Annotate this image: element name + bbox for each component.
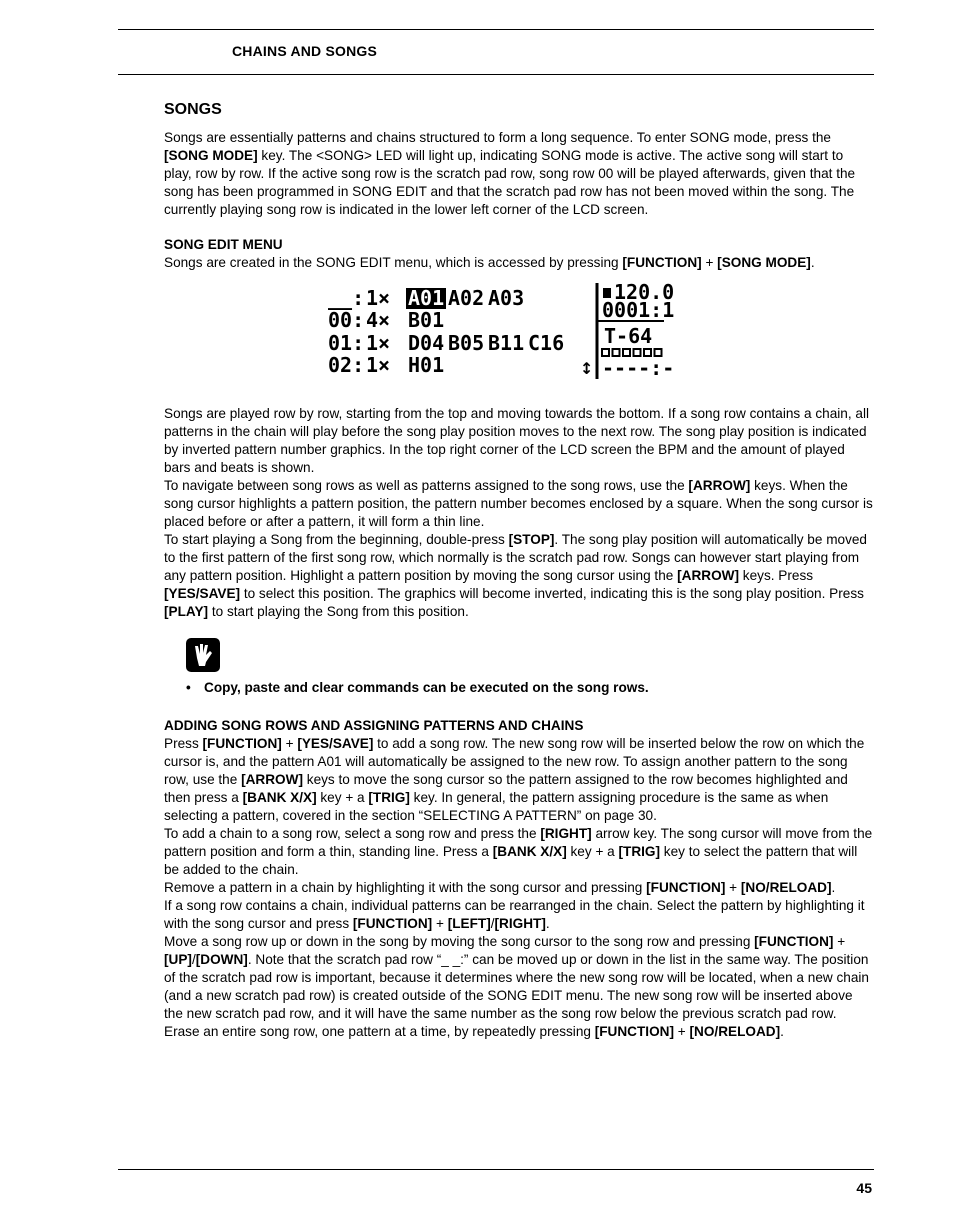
header-rule-bottom (118, 74, 874, 75)
lcd-row-repeat: 1× (366, 331, 391, 355)
lcd-bpm: 120.0 (614, 283, 674, 304)
lcd-step-box (613, 349, 620, 356)
lcd-step-box (623, 349, 630, 356)
lcd-row-repeat: 1× (366, 286, 391, 310)
lcd-row-number: 00: (328, 308, 365, 332)
adding-paragraph-1: Press [FUNCTION] + [YES/SAVE] to add a song row. The new song row will be inserted below the row on which the cursor is, and the pattern A01 will automatically be assigned to the new row. To assign another pattern to the song row, use the [ARROW] keys to move the song cursor so the pattern assigned to the row becomes highlighted and then press a [BANK X/X] key + a [TRIG] key. In general, the pattern assigning procedure is the same as when selecting a pattern, covered in the section “SELECTING A PATTERN” on page 30. (164, 736, 865, 823)
lcd-time: T-64 (604, 324, 653, 348)
adding-paragraph-2: To add a chain to a song row, select a song row and press the [RIGHT] arrow key. The song cursor will move from the pattern position and form a thin, standing line. Press a [BANK X/X] key + a [TRIG] key to select the pattern that will be added to the chain. (164, 826, 873, 877)
lcd-time-total: ----:- (602, 356, 674, 380)
scroll-arrow-icon: ↕ (580, 359, 594, 378)
adding-title: ADDING SONG ROWS AND ASSIGNING PATTERNS AND CHAINS (164, 718, 584, 733)
header-rule-top (118, 29, 874, 30)
page-number: 45 (856, 1180, 872, 1196)
lcd-pattern: A03 (488, 286, 525, 310)
adding-paragraph-4: If a song row contains a chain, individual patterns can be rearranged in the chain. Select the pattern by highlighting it with the song cursor and press [FUNCTION] + [LEFT]/[RIGHT]. (164, 898, 865, 931)
lcd-display (314, 283, 674, 383)
songs-intro: Songs are essentially patterns and chains structured to form a long sequence. To enter SONG mode, press the [SONG MODE] key. The <SONG> LED will light up, indicating SONG mode is active. The active song will start to play, row by row. If the active song row is the scratch pad row, song row 00 will be played afterwards, given that the song has been programmed in SONG EDIT and that the scratch pad row has not been moved within the song. The currently playing song row is indicated in the lower left corner of the LCD screen. (164, 130, 856, 217)
lcd-row-number: 01: (328, 331, 365, 355)
running-header: CHAINS AND SONGS (232, 43, 378, 59)
lcd-pattern: D04 (408, 331, 445, 355)
page-content (164, 101, 874, 1041)
lcd-pattern: B11 (488, 331, 525, 355)
body-paragraph-1: Songs are played row by row, starting from the top and moving towards the bottom. If a song row contains a chain, all patterns in the chain will play before the song play position moves to the next row. The song play position is indicated by inverted pattern number graphics. In the top right corner of the LCD screen the BPM and the amount of played bars and beats is shown. (164, 406, 869, 475)
lcd-step-box (634, 349, 641, 356)
adding-paragraph-6: Erase an entire song row, one pattern at a time, by repeatedly pressing [FUNCTION] + [NO/RELOAD]. (164, 1024, 784, 1039)
song-edit-menu-intro: Songs are created in the SONG EDIT menu, which is accessed by pressing [FUNCTION] + [SONG MODE]. (164, 255, 815, 270)
footer-rule (118, 1169, 874, 1170)
lcd-row-repeat: 4× (366, 308, 391, 332)
lcd-position: 0001:1 (602, 298, 674, 322)
note-list (164, 679, 874, 697)
hand-icon-glyph (191, 642, 215, 668)
section-title: SONGS (164, 101, 222, 118)
adding-paragraph-3: Remove a pattern in a chain by highlighting it with the song cursor and pressing [FUNCTION] + [NO/RELOAD]. (164, 880, 836, 895)
play-indicator-icon (603, 288, 611, 298)
lcd-row-repeat: 1× (366, 353, 391, 377)
lcd-pattern: C16 (528, 331, 565, 355)
note-item: • Copy, paste and clear commands can be executed on the song rows. (164, 679, 874, 697)
lcd-screen (164, 283, 874, 405)
lcd-row-number: __: (328, 286, 365, 310)
song-edit-menu-title: SONG EDIT MENU (164, 237, 283, 252)
body-paragraph-3: To start playing a Song from the beginning, double-press [STOP]. The song play position will automatically be moved to the first pattern of the first song row, which normally is the scratch pad row. Songs can however start playing from any pattern position. Highlight a pattern position by moving the song cursor using the [ARROW] keys. Press [YES/SAVE] to select this position. The graphics will become inverted, indicating this is the song play position. Press [PLAY] to start playing the Song from this position. (164, 532, 867, 619)
lcd-step-box (602, 349, 609, 356)
lcd-pattern: H01 (408, 353, 445, 377)
lcd-pattern: A01 (408, 286, 445, 310)
lcd-pattern: B01 (408, 308, 445, 332)
lcd-step-box (655, 349, 662, 356)
hand-icon (186, 638, 220, 672)
lcd-step-box (644, 349, 651, 356)
lcd-row-number: 02: (328, 353, 365, 377)
lcd-pattern: A02 (448, 286, 485, 310)
adding-paragraph-5: Move a song row up or down in the song by moving the song cursor to the song row and pressing [FUNCTION] + [UP]/[DOWN]. Note that the scratch pad row “_ _:” can be moved up or down in the list in the same way. The position of the scratch pad row is important, because it determines where the new song row will be located, when a new chain (and a new scratch pad row) is created outside of the SONG EDIT menu. The new song row will be inserted above the new scratch pad row, and it will have the same number as the song row below the previous scratch pad row. (164, 934, 869, 1021)
body-paragraph-2: To navigate between song rows as well as patterns assigned to the song rows, use the [ARROW] keys. When the song cursor highlights a pattern position, the pattern number becomes enclosed by a square. When the song cursor is placed before or after a pattern, it will form a thin line. (164, 478, 873, 529)
lcd-pattern: B05 (448, 331, 485, 355)
